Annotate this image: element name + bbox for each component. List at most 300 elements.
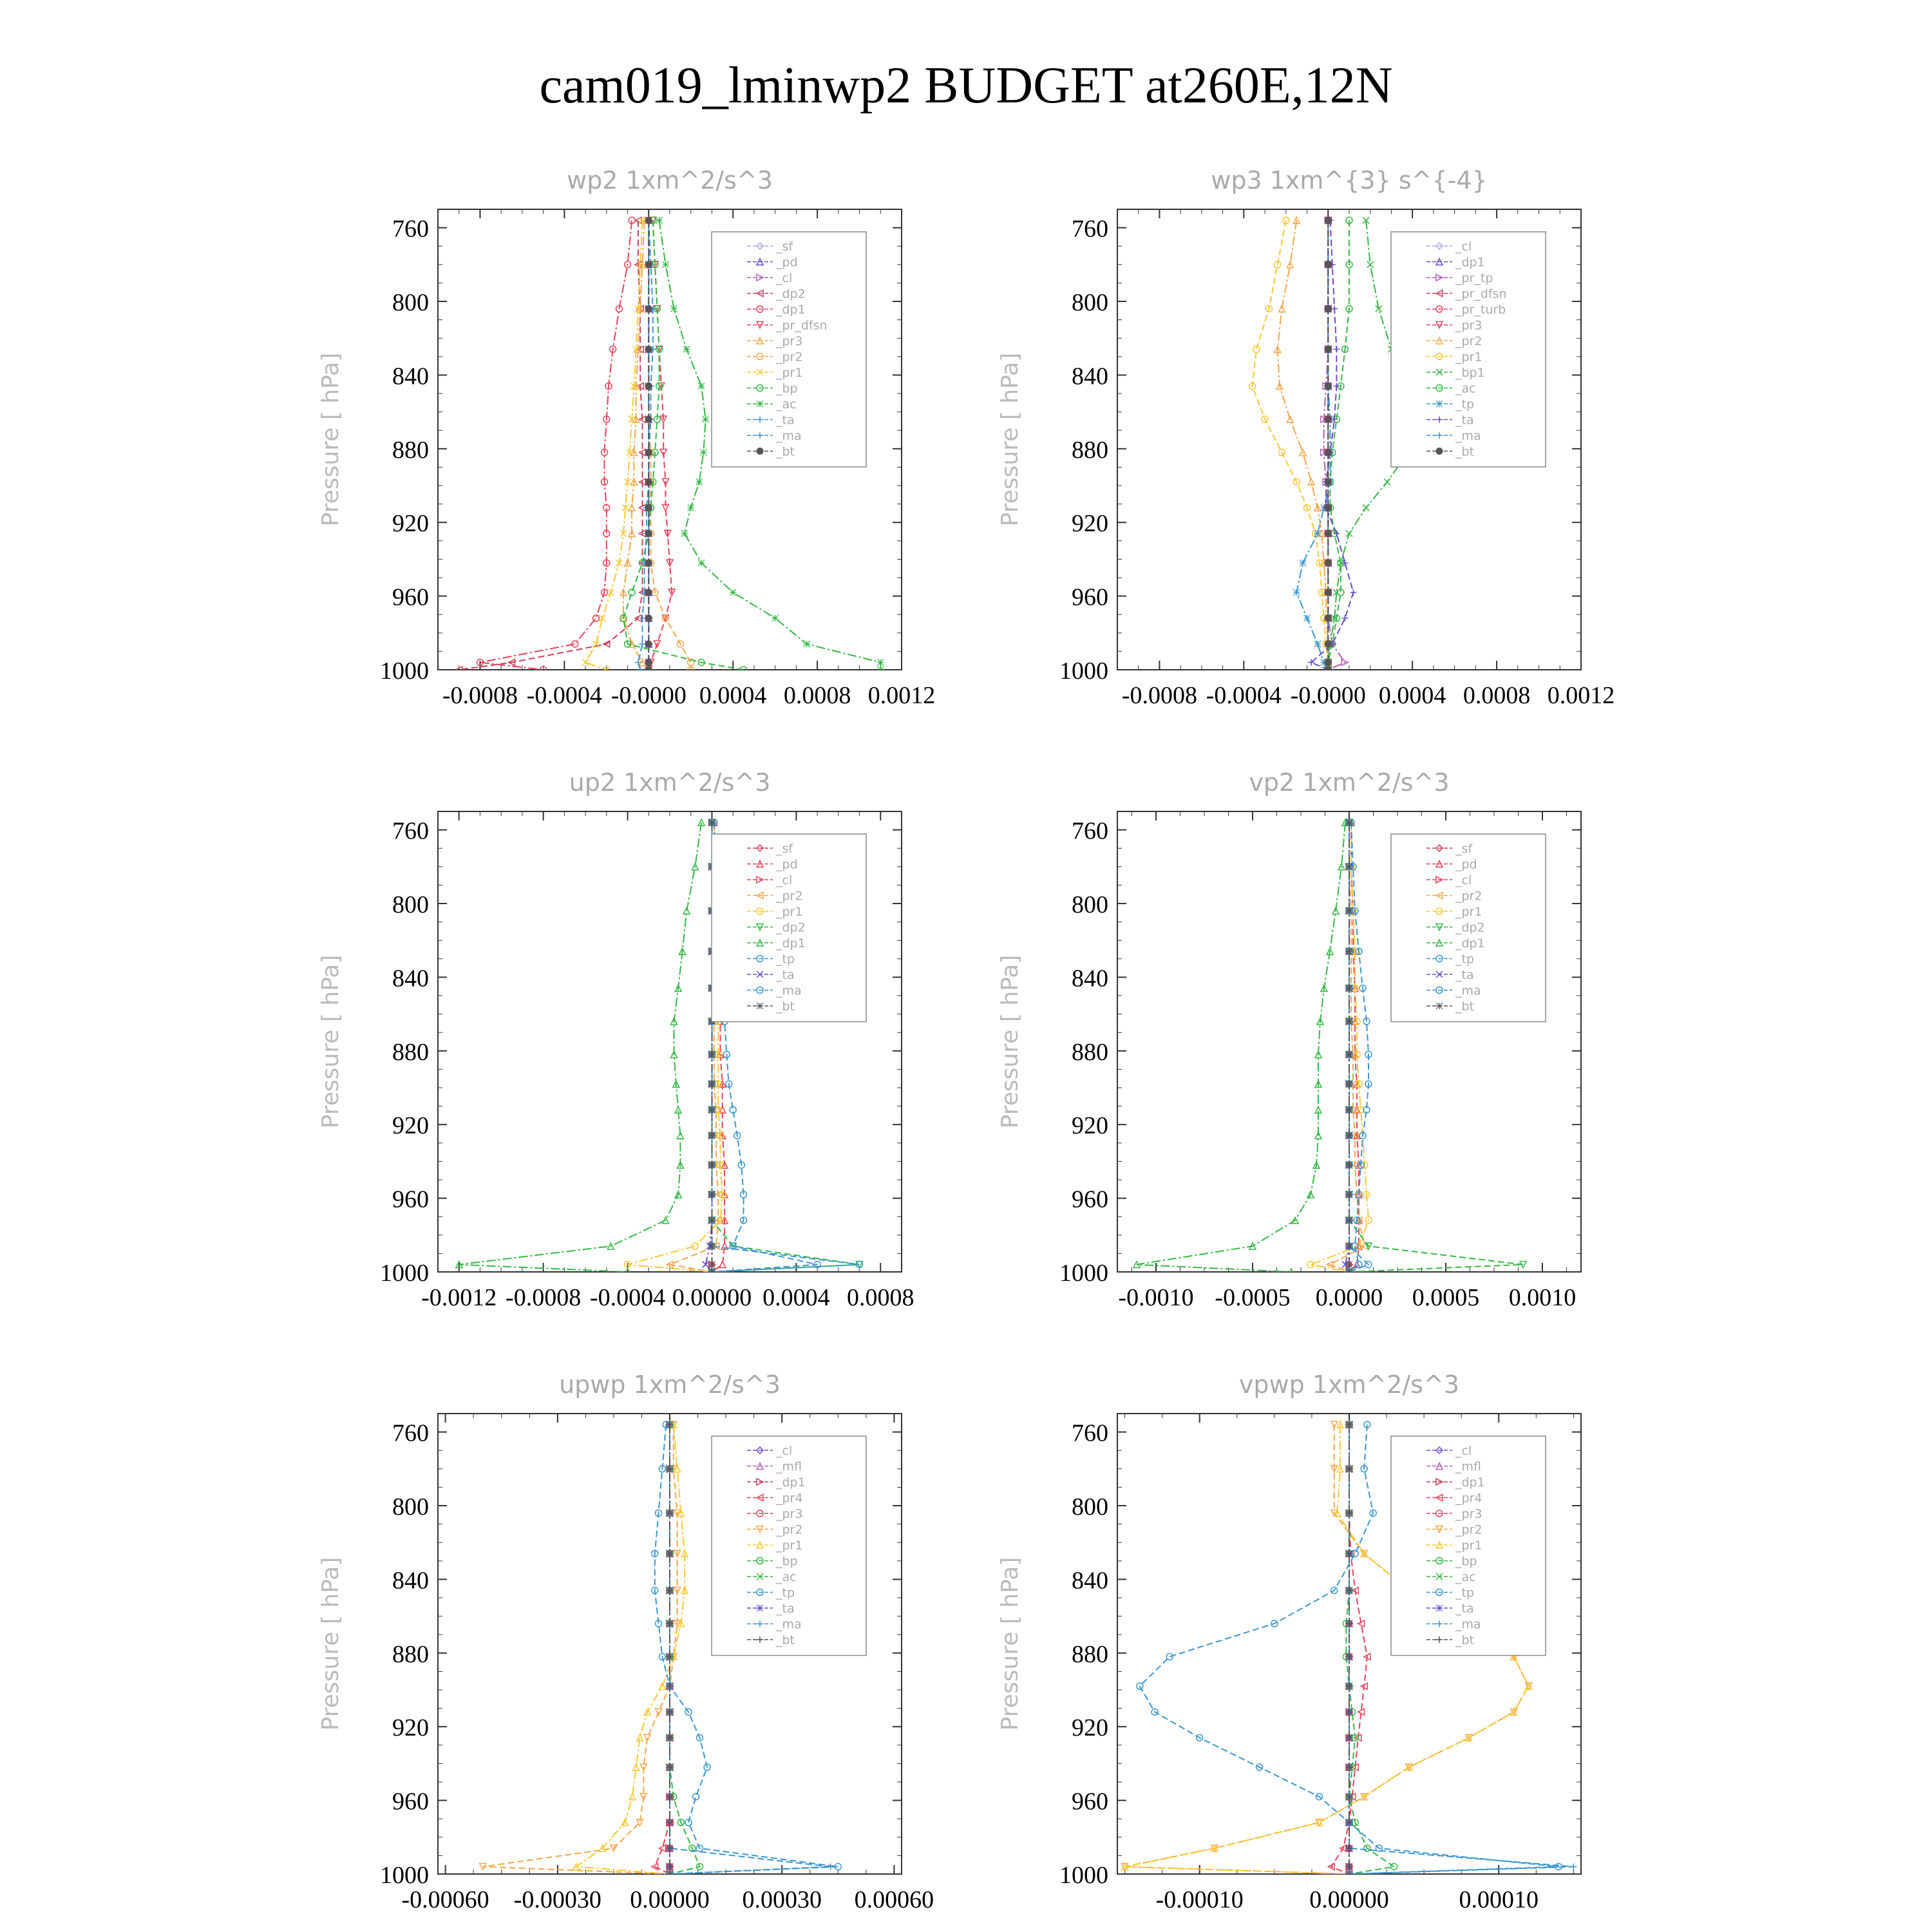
data-point (1278, 305, 1285, 312)
series-line-_pr1 (585, 220, 642, 670)
x-tick-label: -0.0005 (1215, 1284, 1291, 1311)
data-point (1325, 504, 1331, 511)
data-point (1367, 261, 1374, 268)
data-point (645, 305, 652, 312)
legend-entry: _pr2 (776, 1522, 803, 1537)
x-tick-label: -0.0000 (611, 682, 687, 709)
legend-entry: _pr_dfsn (776, 318, 828, 333)
data-point (1346, 907, 1352, 914)
data-point (645, 346, 652, 352)
series-line-_pr1 (576, 1425, 685, 1874)
legend-marker (757, 448, 763, 455)
y-tick-label: 800 (1072, 1493, 1108, 1520)
y-tick-label: 1000 (1059, 658, 1108, 685)
series-line-_pr4 (655, 1425, 670, 1874)
legend-entry: _mfl (776, 1459, 802, 1474)
y-tick-label: 880 (392, 1640, 429, 1668)
data-point (1346, 948, 1352, 954)
legend-entry: _bt (1455, 1633, 1475, 1647)
legend-entry: _dp2 (1455, 920, 1485, 935)
y-tick-label: 960 (392, 1186, 429, 1213)
data-point (645, 504, 652, 511)
legend-marker (1436, 1605, 1443, 1611)
y-tick-label: 920 (1072, 510, 1108, 538)
data-point (1325, 217, 1331, 223)
data-point (1346, 1106, 1352, 1113)
series-line-_dp1 (1137, 822, 1345, 1272)
chart-panel-2 (997, 166, 1615, 709)
y-tick-label: 800 (392, 1493, 429, 1520)
y-tick-label: 760 (1072, 1419, 1108, 1447)
legend-entry: _pr3 (1455, 1507, 1482, 1521)
data-point (693, 1794, 699, 1800)
y-tick-label: 840 (1072, 1567, 1108, 1595)
series-line-_pr2 (483, 1425, 677, 1874)
y-tick-label: 960 (1072, 583, 1108, 611)
legend-entry: _pr2 (1455, 1522, 1482, 1537)
legend-entry: _pr_dfsn (1455, 287, 1507, 301)
data-point (708, 1052, 715, 1058)
y-tick-label: 1000 (1059, 1862, 1108, 1889)
legend-entry: _pr1 (776, 366, 803, 380)
legend-entry: _pr2 (1455, 889, 1482, 904)
y-tick-label: 920 (392, 1112, 429, 1140)
data-point (1341, 615, 1348, 621)
y-tick-label: 760 (1072, 817, 1108, 845)
data-point (645, 615, 652, 621)
panel-title: upwp 1xm^2/s^3 (559, 1370, 781, 1399)
y-tick-label: 760 (392, 215, 429, 243)
data-point (1253, 346, 1260, 352)
x-tick-label: -0.0008 (1121, 682, 1198, 709)
data-point (708, 1217, 715, 1224)
panel-title: wp2 1xm^2/s^3 (567, 166, 773, 194)
y-tick-label: 960 (1072, 1788, 1108, 1815)
data-point (1346, 864, 1352, 870)
data-point (1325, 659, 1331, 666)
data-point (1325, 615, 1331, 621)
x-tick-label: 0.0005 (1412, 1284, 1480, 1311)
x-tick-label: 0.00000 (672, 1284, 752, 1311)
legend-entry: _ma (776, 983, 802, 998)
series-line-_dp1 (480, 220, 632, 670)
x-tick-label: -0.0004 (589, 1284, 666, 1311)
legend-entry: _cl (776, 873, 793, 887)
legend-entry: _sf (776, 842, 793, 856)
data-point (645, 416, 652, 422)
legend-entry: _tp (1455, 1586, 1475, 1600)
data-point (688, 504, 694, 511)
y-tick-label: 760 (1072, 215, 1108, 243)
legend-entry: _bp (1455, 1554, 1477, 1569)
data-point (1325, 261, 1331, 268)
legend-entry: _bt (776, 1633, 795, 1647)
y-tick-label: 1000 (380, 658, 429, 685)
y-tick-label: 880 (392, 436, 429, 464)
series-line-_pr2 (670, 822, 718, 1272)
legend-entry: _dp1 (1455, 936, 1485, 951)
data-point (645, 261, 652, 268)
legend-entry: _cl (1455, 1444, 1472, 1458)
data-point (772, 615, 779, 621)
legend-entry: _pr1 (1455, 350, 1482, 365)
y-tick-label: 760 (392, 1419, 429, 1447)
data-point (645, 383, 652, 390)
y-tick-label: 800 (1072, 891, 1108, 918)
legend-entry: _bt (1455, 444, 1475, 459)
legend-entry: _bp (776, 381, 798, 396)
data-point (1325, 346, 1331, 352)
y-tick-label: 800 (392, 289, 429, 316)
data-point (1346, 1132, 1352, 1139)
x-tick-label: 0.0004 (762, 1284, 830, 1311)
legend-entry: _cl (776, 271, 793, 285)
legend-entry: _pr_tp (1455, 271, 1493, 285)
data-point (1325, 478, 1331, 485)
y-tick-label: 1000 (380, 1862, 429, 1889)
legend-entry: _dp1 (1455, 255, 1485, 270)
x-tick-label: -0.0008 (442, 682, 518, 709)
legend-entry: _ma (1455, 429, 1481, 443)
legend-entry: _ta (776, 1602, 795, 1616)
legend-entry: _ma (1455, 1617, 1481, 1632)
data-point (645, 217, 652, 223)
data-point (877, 667, 884, 673)
legend-marker (1436, 1003, 1443, 1009)
chart-panel-3 (317, 768, 914, 1311)
x-tick-label: 0.00060 (854, 1886, 934, 1913)
legend-marker (1436, 401, 1443, 407)
data-point (639, 641, 645, 647)
legend-entry: _ma (776, 1617, 802, 1632)
x-tick-label: -0.00060 (401, 1886, 489, 1913)
legend-entry: _cl (776, 1444, 793, 1458)
series-line-_dp1 (459, 822, 701, 1272)
legend-entry: _mfl (1455, 1459, 1481, 1474)
x-tick-label: 0.0012 (867, 682, 936, 709)
y-tick-label: 920 (392, 510, 429, 538)
data-point (730, 589, 736, 596)
y-tick-label: 880 (1072, 1038, 1108, 1066)
legend-marker (757, 1605, 763, 1611)
series-line-_tp (1296, 220, 1330, 670)
figure-title: cam019_lminwp2 BUDGET at260E,12N (539, 57, 1393, 114)
x-tick-label: 0.0008 (1463, 682, 1531, 709)
legend-entry: _ta (776, 413, 795, 428)
legend-entry: _tp (1455, 952, 1475, 967)
legend-entry: _pr1 (1455, 905, 1482, 919)
y-tick-label: 960 (392, 1788, 429, 1815)
data-point (708, 1081, 715, 1087)
data-point (1346, 1018, 1352, 1025)
data-point (708, 1243, 715, 1249)
legend-entry: _pr1 (776, 1539, 803, 1553)
legend-entry: _pd (776, 255, 798, 270)
series-line-_pr1 (1253, 220, 1329, 670)
y-tick-label: 760 (392, 817, 429, 845)
data-point (645, 667, 652, 673)
data-point (1331, 305, 1338, 312)
data-point (1325, 450, 1331, 456)
series-line-_ta (706, 822, 712, 1272)
legend-entry: _ta (1455, 968, 1474, 982)
legend-entry: _dp1 (1455, 1475, 1485, 1490)
data-point (681, 530, 688, 536)
data-point (1166, 1654, 1173, 1660)
data-point (1384, 478, 1390, 485)
data-point (1325, 383, 1331, 390)
legend-entry: _ac (776, 1570, 797, 1584)
y-axis-label: Pressure [ hPa] (317, 1557, 344, 1731)
data-point (582, 659, 589, 666)
legend-entry: _sf (776, 240, 793, 254)
data-point (1346, 1191, 1352, 1198)
legend-entry: _pr_turb (1455, 303, 1506, 317)
data-point (1325, 667, 1331, 673)
legend-entry: _pr3 (776, 334, 803, 348)
data-point (1391, 1864, 1397, 1870)
x-tick-label: 0.0012 (1547, 682, 1615, 709)
legend-entry: _bp1 (1455, 366, 1485, 380)
legend-entry: _pd (776, 857, 798, 872)
series-line-_pr3 (623, 220, 649, 670)
legend-entry: _bp (776, 1554, 798, 1569)
legend-entry: _ta (1455, 413, 1474, 428)
legend-entry: _bt (776, 999, 795, 1014)
y-tick-label: 960 (1072, 1186, 1108, 1213)
data-point (1331, 1421, 1338, 1428)
data-point (635, 659, 641, 666)
legend-entry: _pd (1455, 857, 1477, 872)
chart-panel-5 (317, 1370, 934, 1913)
legend-entry: _pr4 (1455, 1491, 1482, 1506)
data-point (645, 450, 652, 456)
legend-entry: _tp (776, 1586, 795, 1600)
data-point (629, 589, 635, 596)
data-point (662, 261, 668, 268)
data-point (607, 589, 614, 596)
data-point (671, 305, 677, 312)
series-line-_pr1 (628, 822, 723, 1272)
data-point (1300, 560, 1306, 566)
data-point (656, 217, 663, 223)
legend-entry: _pr4 (776, 1491, 803, 1506)
x-tick-label: 0.0008 (847, 1284, 914, 1311)
y-axis-label: Pressure [ hPa] (997, 954, 1023, 1129)
y-tick-label: 840 (392, 965, 429, 992)
data-point (645, 478, 652, 485)
series-line-_bp (1346, 1425, 1394, 1874)
legend-entry: _tp (776, 952, 795, 967)
data-point (698, 560, 705, 566)
data-point (804, 641, 810, 647)
data-point (1346, 985, 1352, 992)
chart-panel-1 (317, 166, 935, 709)
data-point (719, 1262, 726, 1268)
data-point (645, 659, 652, 666)
legend-entry: _dp1 (776, 303, 806, 317)
data-point (1346, 1052, 1352, 1058)
x-tick-label: 0.00000 (1309, 1886, 1389, 1913)
legend-entry: _pr2 (1455, 334, 1482, 348)
data-point (700, 450, 706, 456)
data-point (708, 1106, 715, 1113)
legend-entry: _dp2 (776, 920, 806, 935)
data-point (708, 1262, 715, 1268)
legend-entry: _dp1 (776, 936, 806, 951)
y-tick-label: 840 (392, 1567, 429, 1595)
data-point (1346, 1269, 1352, 1275)
x-tick-label: -0.0010 (1118, 1284, 1194, 1311)
data-point (645, 589, 652, 596)
legend-entry: _ma (1455, 983, 1481, 998)
data-point (1325, 305, 1331, 312)
y-tick-label: 880 (1072, 1640, 1108, 1668)
legend-entry: _pr2 (776, 889, 803, 904)
legend-entry: _pr3 (776, 1507, 803, 1521)
data-point (708, 819, 715, 826)
x-tick-label: -0.00010 (1155, 1886, 1244, 1913)
x-tick-label: 0.0008 (783, 682, 851, 709)
data-point (1346, 1081, 1352, 1087)
data-point (877, 659, 884, 666)
y-tick-label: 800 (392, 891, 429, 918)
y-tick-label: 840 (392, 363, 429, 390)
data-point (703, 416, 709, 422)
legend-entry: _ac (776, 397, 797, 412)
data-point (708, 1132, 715, 1139)
data-point (1325, 560, 1331, 566)
x-tick-label: 0.00010 (1459, 1886, 1539, 1913)
legend-entry: _ac (1455, 381, 1476, 396)
x-tick-label: -0.0004 (526, 682, 602, 709)
y-axis-label: Pressure [ hPa] (317, 954, 344, 1129)
legend-marker (757, 401, 763, 407)
data-point (1325, 589, 1331, 596)
y-tick-label: 920 (1072, 1112, 1108, 1140)
y-axis-label: Pressure [ hPa] (997, 1557, 1023, 1731)
data-point (1346, 1162, 1352, 1168)
y-tick-label: 880 (1072, 436, 1108, 464)
data-point (1314, 641, 1321, 647)
data-point (1314, 530, 1321, 536)
legend-entry: _pr1 (1455, 1539, 1482, 1553)
legend-entry: _ta (776, 968, 795, 982)
legend-entry: _tp (1455, 397, 1475, 412)
data-point (1346, 1262, 1352, 1268)
legend-entry: _pr3 (1455, 318, 1482, 333)
series-line-_pr_tp (1324, 220, 1345, 670)
x-tick-label: -0.0004 (1206, 682, 1282, 709)
legend-entry: _pr2 (776, 350, 803, 365)
x-tick-label: 0.0000 (1315, 1284, 1383, 1311)
x-tick-label: 0.00030 (742, 1886, 822, 1913)
data-point (1293, 589, 1300, 596)
data-point (1304, 615, 1311, 621)
y-axis-label: Pressure [ hPa] (997, 352, 1023, 527)
data-point (1346, 1217, 1352, 1224)
legend-entry: _dp2 (776, 287, 806, 301)
y-tick-label: 960 (392, 583, 429, 611)
x-tick-label: -0.0012 (421, 1284, 497, 1311)
data-point (1346, 1243, 1352, 1249)
legend-entry: _cl (1455, 240, 1472, 254)
panel-title: vpwp 1xm^2/s^3 (1238, 1370, 1460, 1399)
series-line-_pr2 (1278, 220, 1329, 670)
data-point (698, 383, 705, 390)
data-point (828, 1864, 834, 1870)
data-point (708, 1162, 715, 1168)
data-point (592, 615, 599, 621)
data-point (1570, 1864, 1577, 1870)
data-point (1350, 589, 1357, 596)
panel-title: wp3 1xm^{3} s^{-4} (1211, 166, 1488, 194)
legend-marker (757, 1003, 763, 1009)
data-point (645, 560, 652, 566)
chart-panel-4 (997, 768, 1581, 1311)
y-tick-label: 1000 (1059, 1260, 1108, 1287)
data-point (637, 667, 643, 673)
x-tick-label: 0.0010 (1508, 1284, 1577, 1311)
data-point (629, 1794, 636, 1800)
panel-title: up2 1xm^2/s^3 (569, 768, 771, 797)
x-tick-label: -0.0008 (506, 1284, 582, 1311)
data-point (1325, 416, 1331, 422)
data-point (1325, 530, 1331, 536)
data-point (645, 641, 652, 647)
data-point (1325, 641, 1331, 647)
data-point (683, 346, 690, 352)
x-tick-label: 0.0004 (1378, 682, 1446, 709)
legend-entry: _ma (776, 429, 802, 443)
legend-entry: _dp1 (776, 1475, 806, 1490)
data-point (1346, 819, 1352, 826)
legend-entry: _ac (1455, 1570, 1476, 1584)
x-tick-label: -0.0000 (1290, 682, 1366, 709)
chart-panel-6 (997, 1370, 1581, 1913)
legend-entry: _bt (1455, 999, 1475, 1014)
data-point (645, 530, 652, 536)
legend-marker (1436, 448, 1443, 455)
x-tick-label: 0.0004 (699, 682, 767, 709)
data-point (708, 1191, 715, 1198)
legend-entry: _pr1 (776, 905, 803, 919)
y-tick-label: 1000 (380, 1260, 429, 1287)
data-point (644, 1734, 650, 1741)
y-tick-label: 920 (1072, 1714, 1108, 1742)
series-line-_ta (1311, 220, 1353, 670)
data-point (1333, 346, 1340, 352)
data-point (708, 1269, 715, 1275)
y-tick-label: 920 (392, 1714, 429, 1742)
y-tick-label: 800 (1072, 289, 1108, 316)
legend-entry: _cl (1455, 873, 1472, 887)
y-tick-label: 880 (392, 1038, 429, 1066)
x-tick-label: -0.00030 (513, 1886, 601, 1913)
y-tick-label: 840 (1072, 965, 1108, 992)
legend-entry: _ta (1455, 1602, 1474, 1616)
data-point (1363, 504, 1369, 511)
y-axis-label: Pressure [ hPa] (317, 352, 344, 527)
y-tick-label: 840 (1072, 363, 1108, 390)
data-point (696, 478, 703, 485)
data-point (659, 1845, 665, 1852)
legend-entry: _sf (1455, 842, 1473, 856)
series-line-_dp2 (459, 220, 643, 670)
x-tick-label: 0.00000 (630, 1886, 710, 1913)
panel-title: vp2 1xm^2/s^3 (1249, 768, 1450, 797)
legend-entry: _bt (776, 444, 795, 459)
